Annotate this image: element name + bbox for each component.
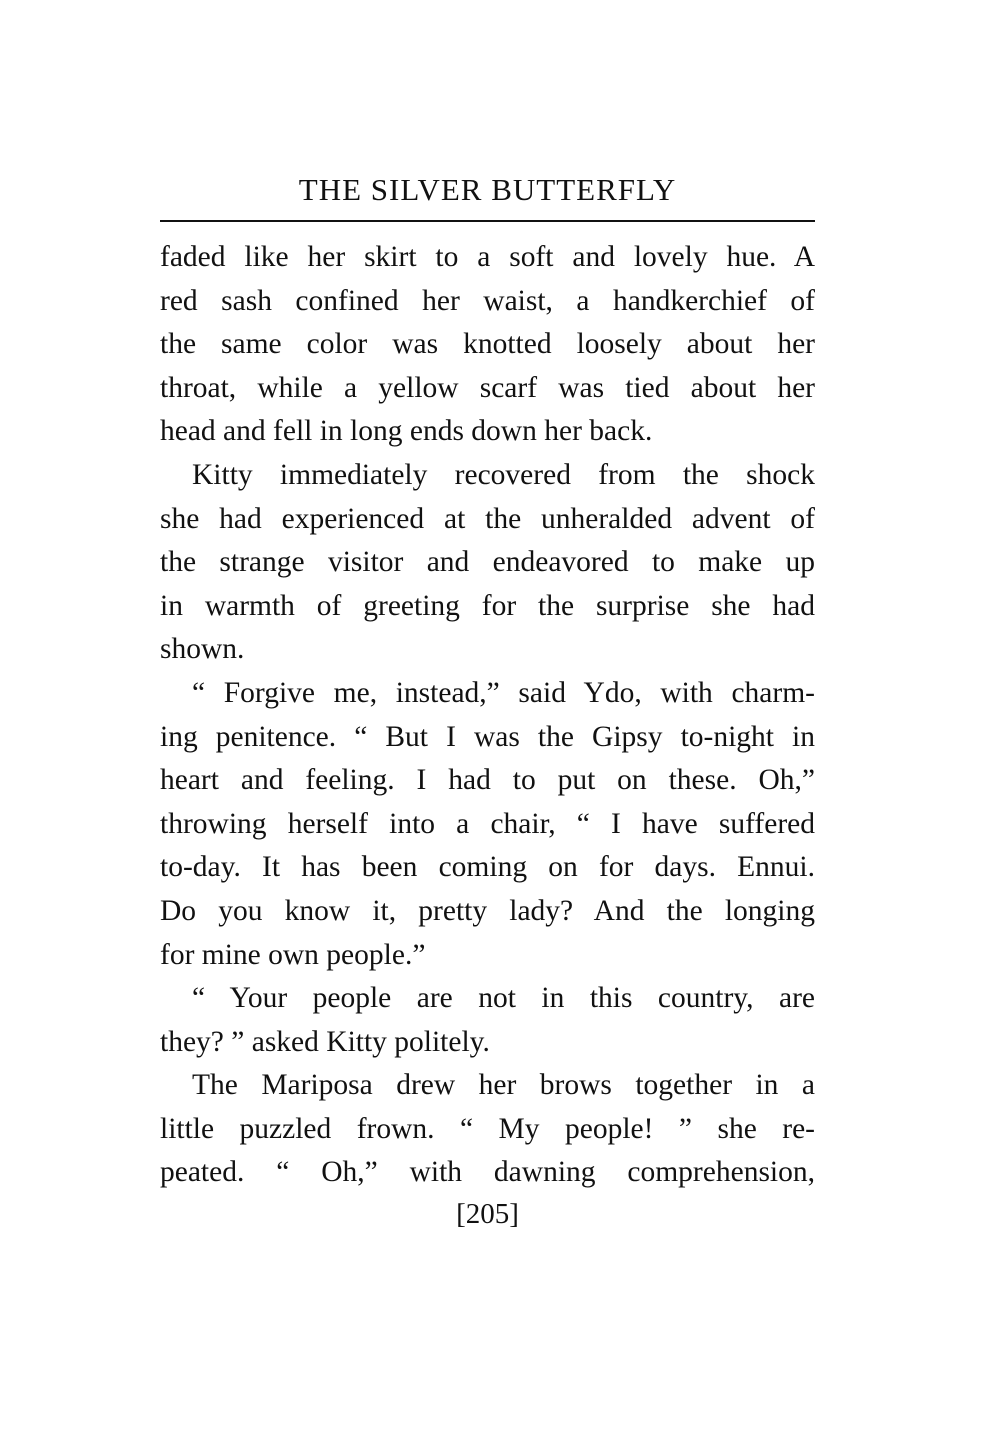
- text-line: heart and feeling. I had to put on these. Oh,”: [160, 764, 815, 797]
- paragraph: [160, 1064, 815, 1195]
- text-line: The Mariposa drew her brows together in a: [192, 1069, 815, 1102]
- text-line: red sash confined her waist, a handkerchief of: [160, 284, 815, 317]
- text-line: little puzzled frown. “ My people! ” she re-: [160, 1112, 815, 1145]
- text-line: for mine own people.”: [160, 938, 426, 971]
- text-line: the same color was knotted loosely about her: [160, 328, 815, 361]
- running-title: THE SILVER BUTTERFLY: [298, 172, 677, 207]
- text-line: to-day. It has been coming on for days. Ennui.: [160, 851, 815, 884]
- text-line: they? ” asked Kitty politely.: [160, 1025, 490, 1058]
- paragraph: [160, 454, 815, 672]
- text-line: peated. “ Oh,” with dawning comprehension,: [160, 1156, 815, 1189]
- paragraph: [160, 672, 815, 977]
- text-line: throwing herself into a chair, “ I have suffered: [160, 807, 815, 840]
- header-rule: [160, 220, 815, 222]
- text-line: throat, while a yellow scarf was tied about her: [160, 371, 815, 404]
- text-line: she had experienced at the unheralded advent of: [160, 502, 815, 535]
- paragraph: [160, 236, 815, 454]
- text-line: the strange visitor and endeavored to make up: [160, 546, 815, 579]
- text-line: faded like her skirt to a soft and lovely hue. A: [160, 241, 815, 273]
- body-text: [160, 236, 815, 1195]
- paragraph: [160, 977, 815, 1064]
- text-line: ing penitence. “ But I was the Gipsy to-night in: [160, 720, 815, 753]
- text-line: head and fell in long ends down her back.: [160, 415, 653, 448]
- text-line: Do you know it, pretty lady? And the longing: [160, 894, 815, 927]
- text-line: in warmth of greeting for the surprise she had: [160, 589, 815, 622]
- text-line: shown.: [160, 633, 245, 666]
- text-line: Kitty immediately recovered from the shock: [192, 458, 815, 491]
- page-number: [205]: [456, 1198, 519, 1230]
- text-line: “ Forgive me, instead,” said Ydo, with charm-: [192, 676, 815, 709]
- text-line: “ Your people are not in this country, are: [192, 982, 815, 1015]
